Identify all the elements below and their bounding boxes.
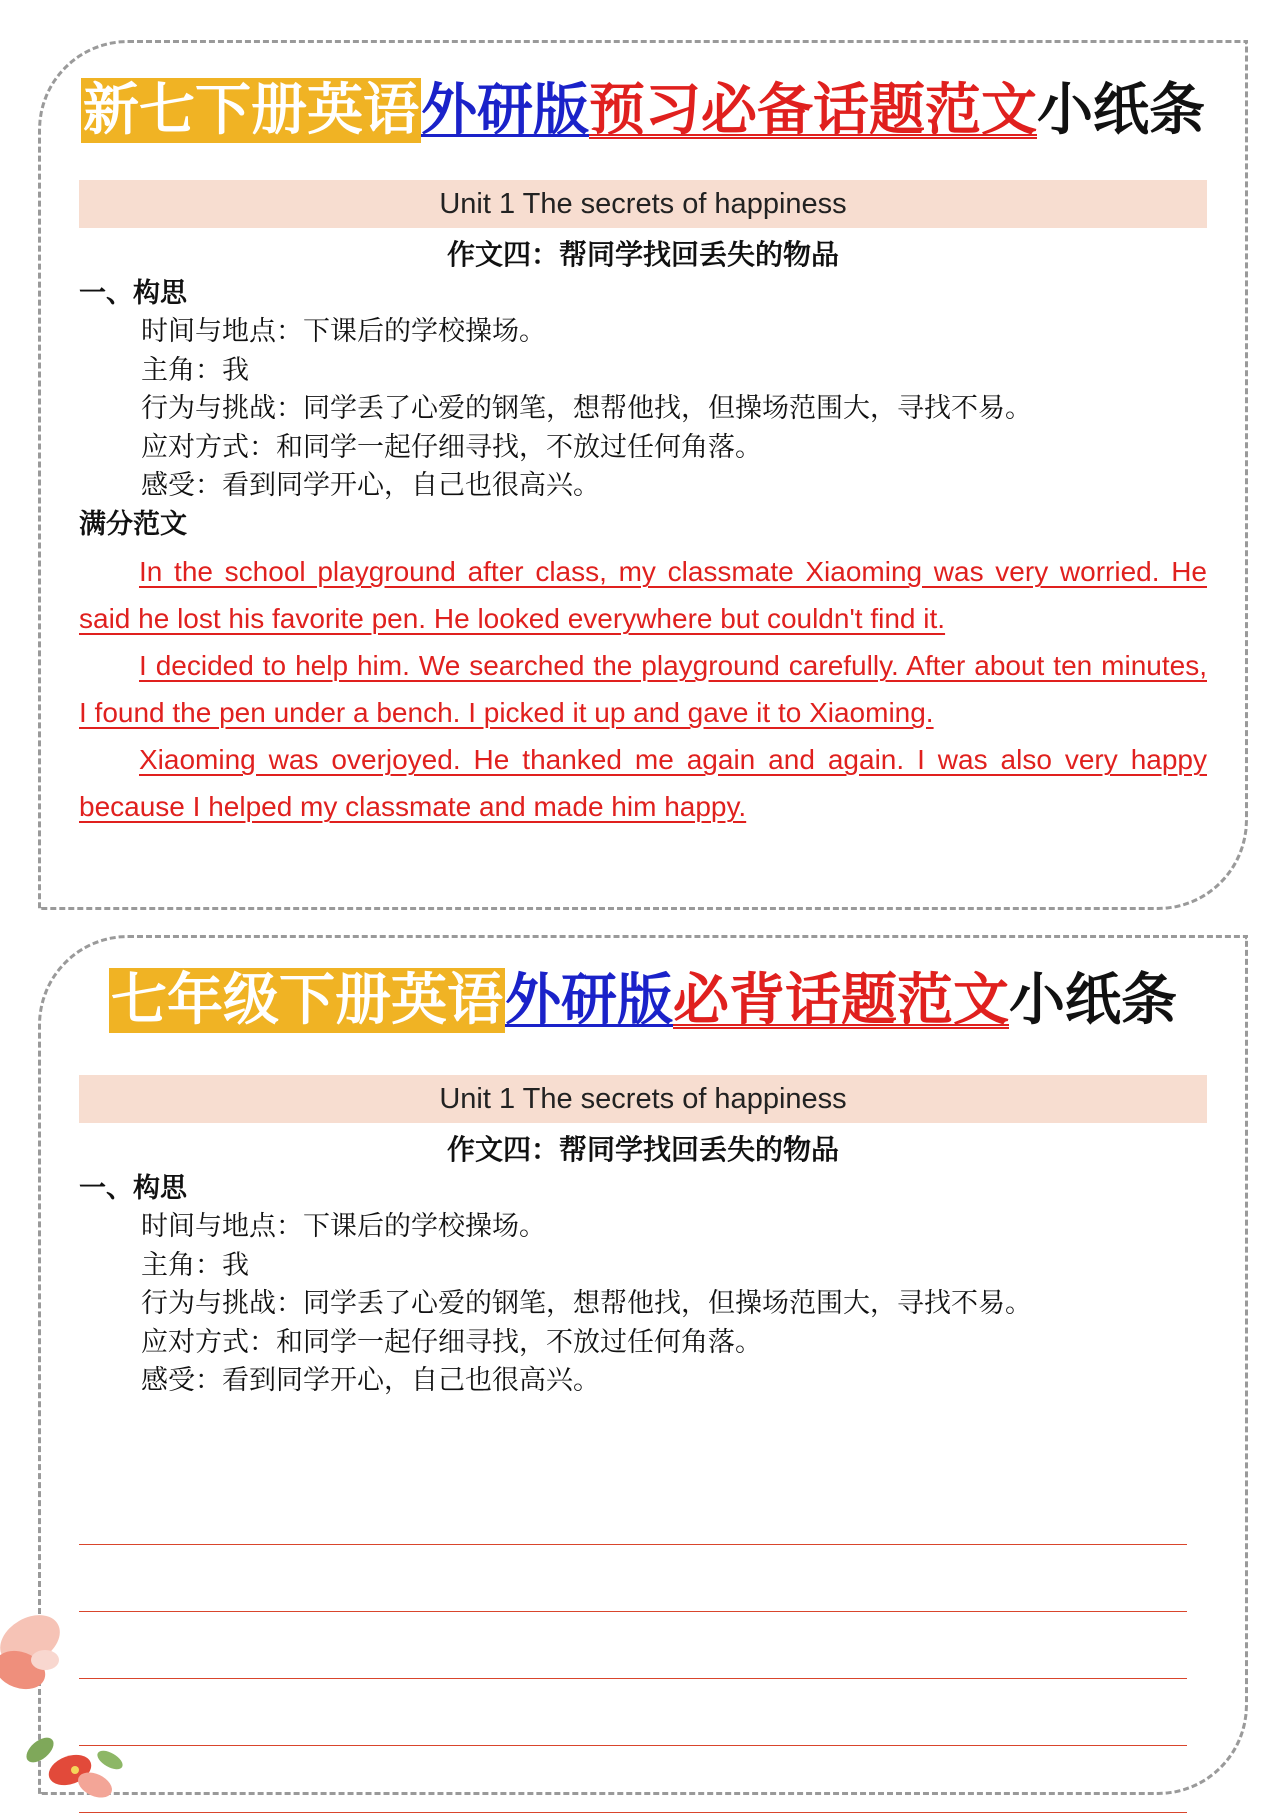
title-suffix: 小纸条 [1009, 968, 1177, 1033]
note-card-preview [38, 40, 1248, 910]
title-highlight: 新七下册英语 [83, 78, 419, 143]
writing-lines [79, 1478, 1187, 1813]
ideas-list [141, 313, 1207, 506]
title-highlight: 七年级下册英语 [111, 968, 503, 1033]
title-topic: 预习必备话题范文 [589, 78, 1037, 143]
ideas-list [141, 1208, 1207, 1401]
idea-item: 主角：我 [141, 1249, 249, 1281]
title-suffix: 小纸条 [1037, 78, 1205, 143]
writing-line [79, 1746, 1187, 1813]
section-heading-ideas: 一、构思 [79, 278, 187, 309]
idea-item: 应对方式：和同学一起仔细寻找，不放过任何角落。 [141, 431, 762, 463]
writing-line [79, 1545, 1187, 1612]
card-title [41, 963, 1245, 1039]
essay-paragraph: I decided to help him. We searched the playground carefully. After about ten minutes, I found the pen under a bench. I picked it up and gave it to Xiaoming. [79, 650, 1207, 728]
writing-line [79, 1478, 1187, 1545]
unit-heading: Unit 1 The secrets of happiness [79, 180, 1207, 228]
writing-line [79, 1612, 1187, 1679]
essay-paragraph: In the school playground after class, my classmate Xiaoming was very worried. He said he lost his favorite pen. He looked everywhere but couldn't find it. [79, 556, 1207, 634]
title-edition: 外研版 [421, 78, 589, 143]
note-card-practice [38, 935, 1248, 1795]
essay-paragraph: Xiaoming was overjoyed. He thanked me again and again. I was also very happy because I helped my classmate and made him happy. [79, 744, 1207, 822]
writing-line [79, 1679, 1187, 1746]
idea-item: 行为与挑战：同学丢了心爱的钢笔，想帮他找，但操场范围大，寻找不易。 [141, 1288, 1032, 1319]
title-topic: 必背话题范文 [673, 968, 1009, 1033]
idea-item: 主角：我 [141, 354, 249, 386]
idea-item: 应对方式：和同学一起仔细寻找，不放过任何角落。 [141, 1326, 762, 1358]
model-essay [79, 548, 1207, 830]
section-heading-ideas: 一、构思 [79, 1173, 187, 1204]
idea-item: 感受：看到同学开心，自己也很高兴。 [141, 470, 600, 501]
essay-subtitle: 作文四：帮同学找回丢失的物品 [446, 238, 839, 271]
idea-item: 时间与地点：下课后的学校操场。 [141, 1211, 546, 1242]
idea-item: 感受：看到同学开心，自己也很高兴。 [141, 1365, 600, 1396]
section-heading-model-essay: 满分范文 [79, 509, 187, 540]
idea-item: 行为与挑战：同学丢了心爱的钢笔，想帮他找，但操场范围大，寻找不易。 [141, 393, 1032, 424]
unit-heading: Unit 1 The secrets of happiness [79, 1075, 1207, 1123]
title-edition: 外研版 [505, 968, 673, 1033]
essay-subtitle: 作文四：帮同学找回丢失的物品 [446, 1133, 839, 1166]
flower-icon [0, 1600, 140, 1810]
idea-item: 时间与地点：下课后的学校操场。 [141, 316, 546, 347]
card-title [41, 73, 1245, 149]
